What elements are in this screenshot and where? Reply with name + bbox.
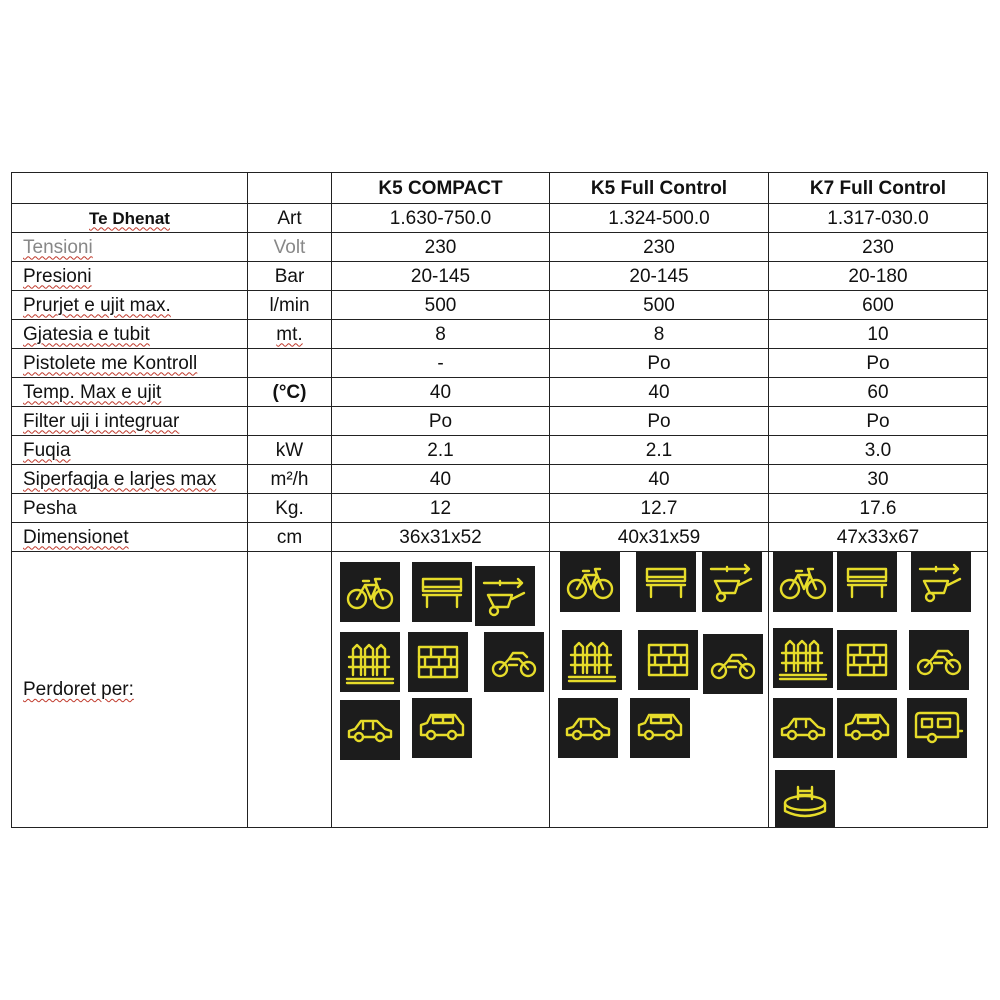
car-icon (340, 700, 400, 760)
row-unit: l/min (248, 291, 332, 320)
row-value: 40 (550, 465, 769, 494)
suv-icon (412, 698, 472, 758)
row-label: Pesha (12, 494, 248, 523)
row-value: 1.317-030.0 (769, 204, 988, 233)
brick-wall-icon (837, 630, 897, 690)
row-value: 2.1 (550, 436, 769, 465)
caravan-icon (907, 698, 967, 758)
header-cell-blank (248, 173, 332, 204)
row-value: 600 (769, 291, 988, 320)
suv-icon (837, 698, 897, 758)
row-value: 36x31x52 (332, 523, 550, 552)
row-value: 17.6 (769, 494, 988, 523)
row-value: 10 (769, 320, 988, 349)
row-label: Pistolete me Kontroll (23, 352, 198, 374)
row-label: Fuqia (23, 439, 71, 461)
row-value: 20-180 (769, 262, 988, 291)
pool-icon (775, 770, 835, 828)
row-unit: m²/h (248, 465, 332, 494)
row-value: - (332, 349, 550, 378)
row-label: Te Dhenat (89, 208, 170, 228)
row-label: Filter uji i integruar (23, 410, 180, 432)
row-value: 60 (769, 378, 988, 407)
header-model-3: K7 Full Control (769, 173, 988, 204)
motorcycle-icon (484, 632, 544, 692)
spec-row (12, 378, 988, 407)
motorcycle-icon (703, 634, 763, 694)
row-unit (248, 349, 332, 378)
brick-wall-icon (638, 630, 698, 690)
spec-row (12, 349, 988, 378)
row-value: 8 (332, 320, 550, 349)
row-value: 40 (332, 378, 550, 407)
row-unit: (°C) (248, 378, 332, 407)
spec-row (12, 407, 988, 436)
fence-icon (773, 628, 833, 688)
car-icon (773, 698, 833, 758)
header-cell-blank (12, 173, 248, 204)
row-unit: mt. (276, 323, 303, 345)
spec-row (12, 262, 988, 291)
row-label: Dimensionet (23, 526, 129, 548)
row-value: 40x31x59 (550, 523, 769, 552)
header-model-1: K5 COMPACT (332, 173, 550, 204)
bicycle-icon (560, 552, 620, 612)
row-value: Po (332, 407, 550, 436)
row-value: 20-145 (332, 262, 550, 291)
brick-wall-icon (408, 632, 468, 692)
row-value: 1.630-750.0 (332, 204, 550, 233)
bicycle-icon (340, 562, 400, 622)
row-unit: Kg. (248, 494, 332, 523)
row-value: 40 (550, 378, 769, 407)
row-value: 1.324-500.0 (550, 204, 769, 233)
spec-table (11, 172, 988, 828)
wheelbarrow-icon (475, 566, 535, 626)
car-icon (558, 698, 618, 758)
row-label: Temp. Max e ujit (23, 381, 162, 403)
spec-row (12, 204, 988, 233)
row-label: Tensioni (23, 236, 93, 258)
row-label: Presioni (23, 265, 92, 287)
row-label: Gjatesia e tubit (23, 323, 150, 345)
row-unit (248, 407, 332, 436)
spec-row (12, 233, 988, 262)
row-value: 47x33x67 (769, 523, 988, 552)
spec-row (12, 465, 988, 494)
row-label: Siperfaqja e larjes max (23, 468, 217, 490)
row-value: 40 (332, 465, 550, 494)
fence-icon (340, 632, 400, 692)
bench-icon (636, 552, 696, 612)
row-value: 8 (550, 320, 769, 349)
header-model-2: K5 Full Control (550, 173, 769, 204)
bench-icon (837, 552, 897, 612)
row-unit: Volt (248, 233, 332, 262)
row-unit: Bar (248, 262, 332, 291)
fence-icon (562, 630, 622, 690)
header-row (12, 173, 988, 204)
row-value: Po (550, 349, 769, 378)
row-value: 230 (332, 233, 550, 262)
row-value: 3.0 (769, 436, 988, 465)
bicycle-icon (773, 552, 833, 612)
spec-row (12, 291, 988, 320)
spec-row (12, 436, 988, 465)
row-unit: kW (248, 436, 332, 465)
row-label: Prurjet e ujit max. (23, 294, 171, 316)
row-value: 12 (332, 494, 550, 523)
bench-icon (412, 562, 472, 622)
row-value: 500 (332, 291, 550, 320)
row-value: Po (769, 407, 988, 436)
row-value: 30 (769, 465, 988, 494)
row-value: 500 (550, 291, 769, 320)
motorcycle-icon (909, 630, 969, 690)
wheelbarrow-icon (702, 552, 762, 612)
usage-row (12, 552, 988, 828)
usage-label: Perdoret per: (23, 679, 134, 700)
suv-icon (630, 698, 690, 758)
row-value: Po (550, 407, 769, 436)
row-value: 230 (550, 233, 769, 262)
usage-icons-k7-full-control (769, 552, 988, 828)
wheelbarrow-icon (911, 552, 971, 612)
row-value: Po (769, 349, 988, 378)
row-value: 20-145 (550, 262, 769, 291)
spec-row (12, 320, 988, 349)
usage-unit-cell (248, 552, 332, 828)
row-unit: cm (248, 523, 332, 552)
spec-row (12, 494, 988, 523)
spec-row (12, 523, 988, 552)
row-value: 230 (769, 233, 988, 262)
usage-icons-k5-full-control (550, 552, 769, 828)
usage-icons-k5-compact (332, 552, 550, 828)
row-value: 2.1 (332, 436, 550, 465)
row-unit: Art (248, 204, 332, 233)
row-value: 12.7 (550, 494, 769, 523)
